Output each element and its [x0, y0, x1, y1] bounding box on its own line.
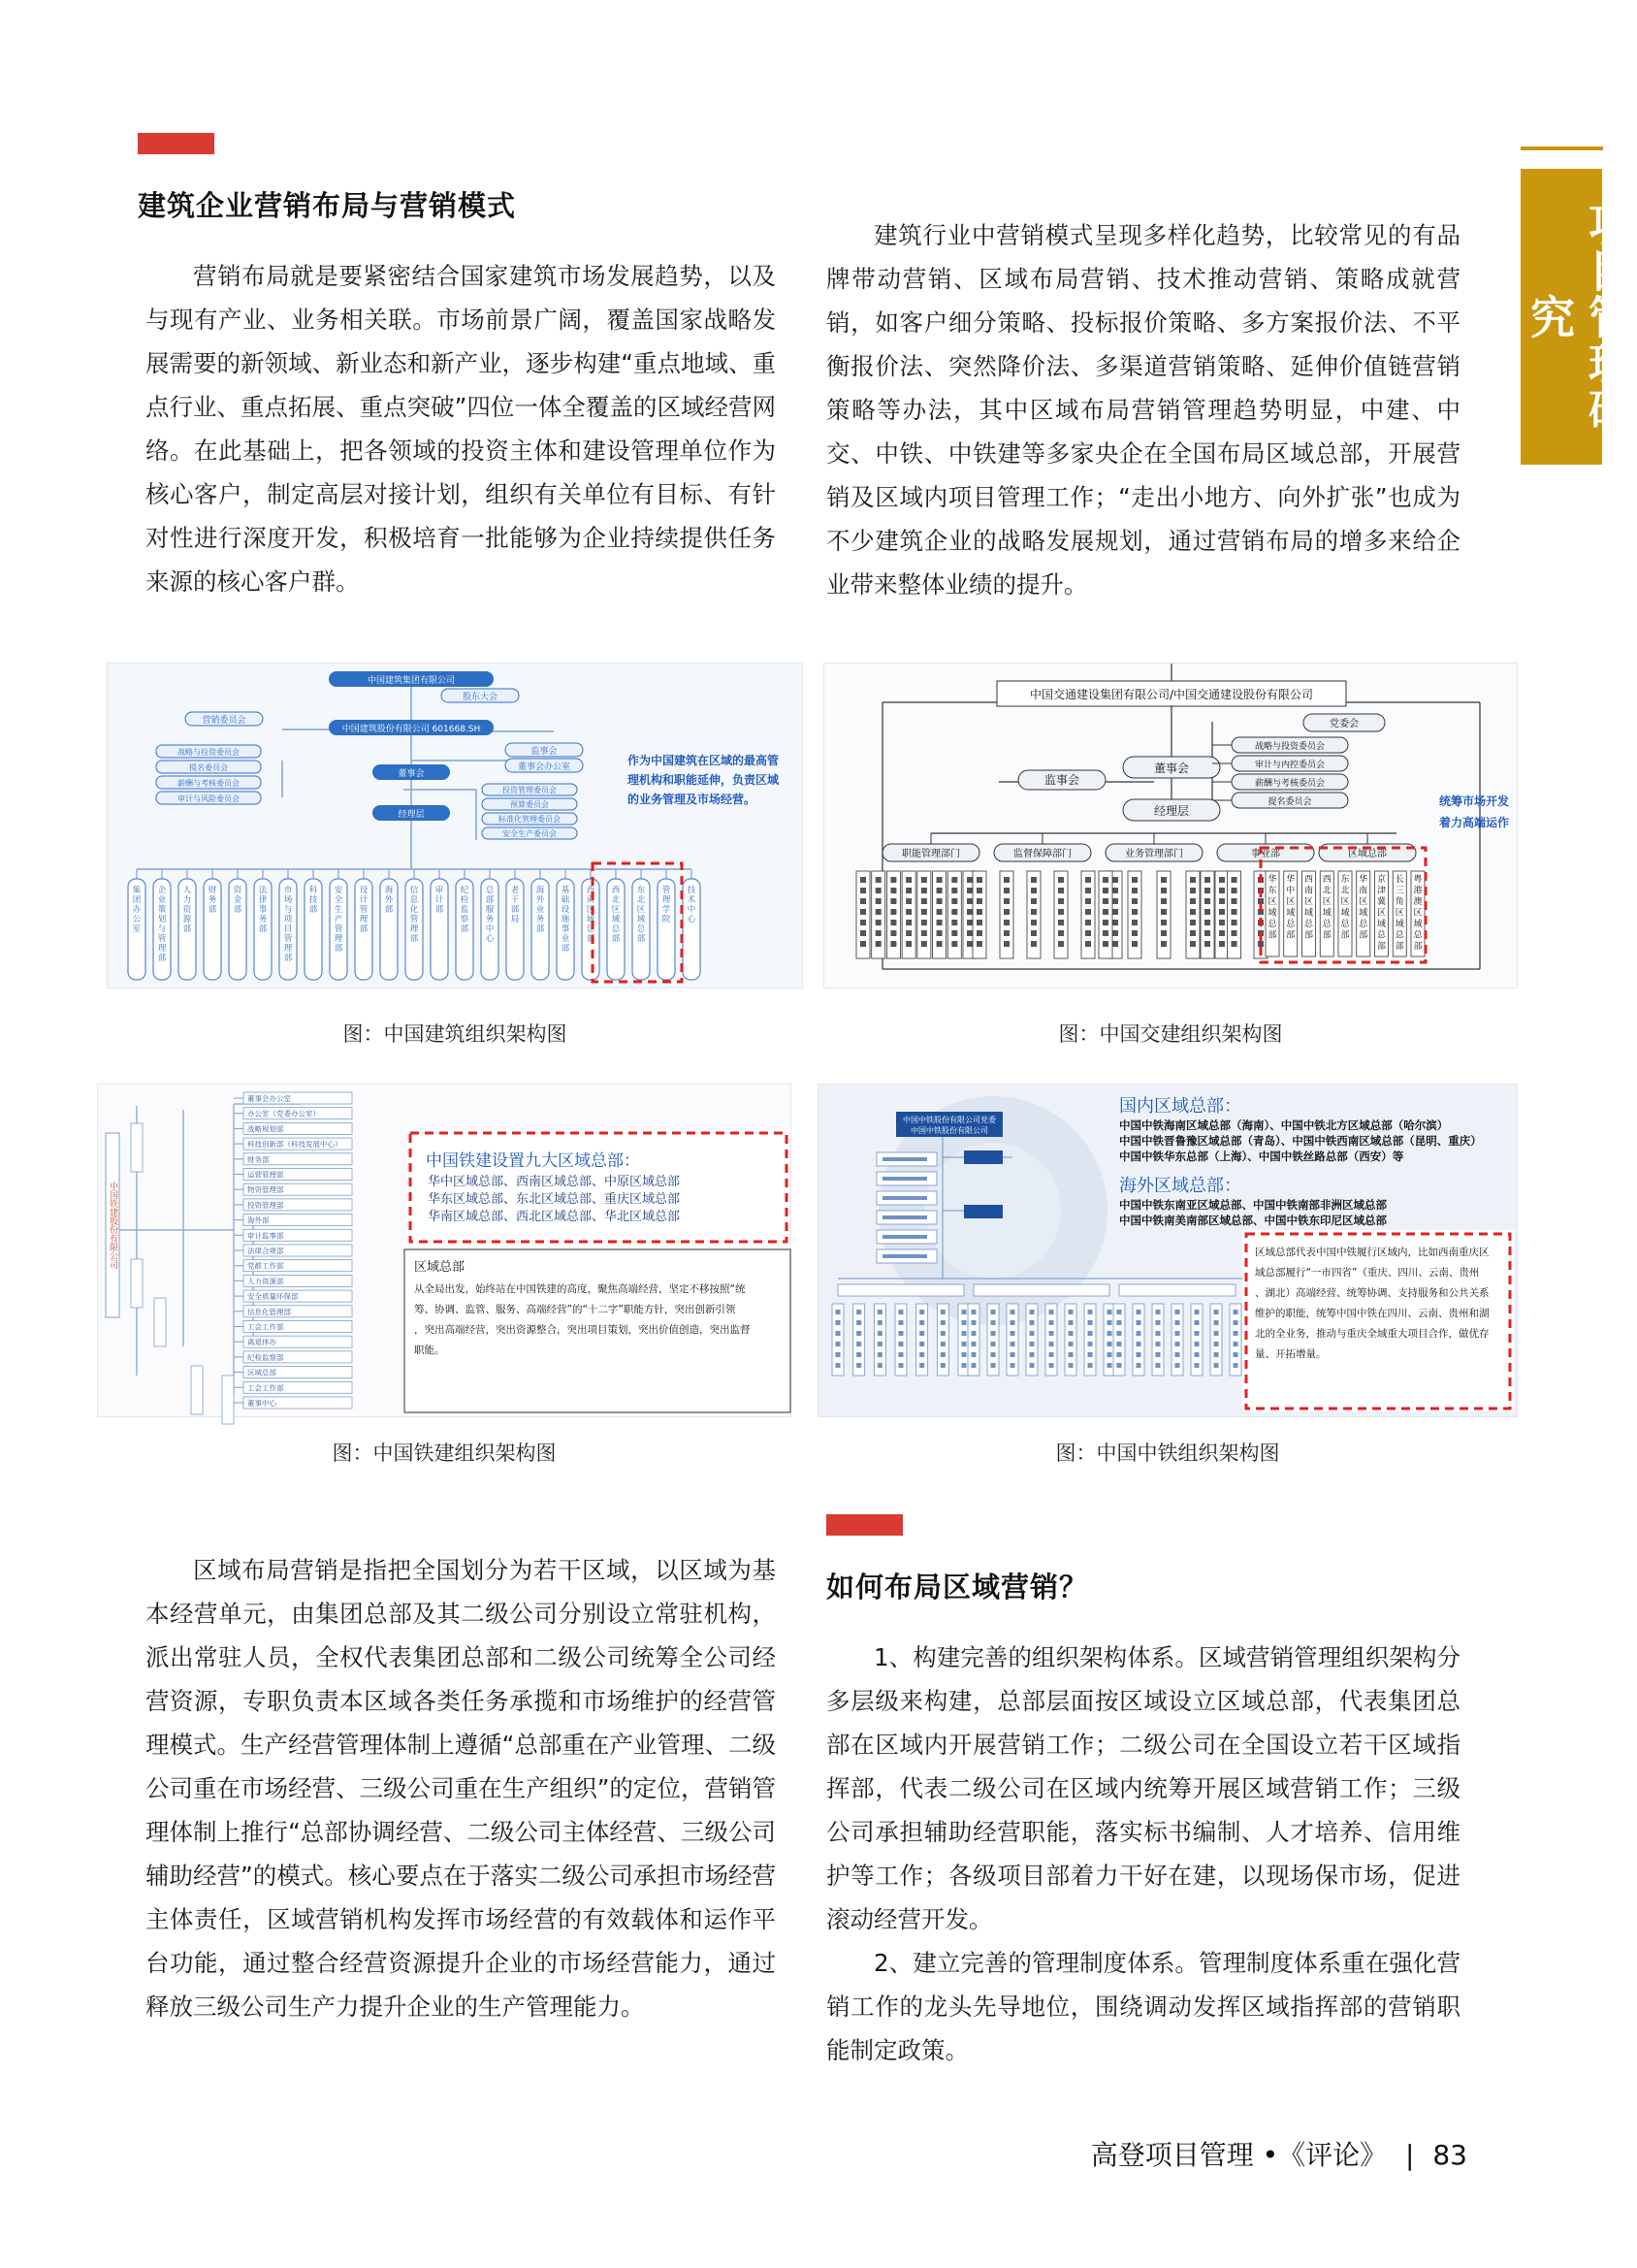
svg-text:区域总部代表中国中铁履行区域内，比如西南重庆区域总部履行“一: 区域总部代表中国中铁履行区域内，比如西南重庆区域总部履行“一市四省”（重庆、四川、云南、贵州、湖北）高端经营、统筹协调、支持服务和公共关系维护的职能，统筹中国中铁在四川、云南、贵州和湖北的全业务，推动与重庆全域重大项目合作，做优存量、开拓增量。: [1255, 1247, 1490, 1360]
section-title: 建筑企业营销布局与营销模式: [138, 189, 517, 222]
fig2-region: 华东区域总部: [1268, 875, 1277, 941]
fig3-dept: 工会工作部: [247, 1322, 284, 1332]
fig1-manager: 经理层: [398, 810, 425, 820]
fig3-dept: 安全质量环保部: [247, 1292, 299, 1302]
left-column-intro: [145, 254, 776, 603]
fig1-left-box: 提名委员会: [189, 763, 228, 772]
fig1-dept: 西南区域总部: [586, 886, 595, 944]
fig1-dept: 纪检监察部: [460, 886, 469, 934]
svg-text:统筹市场开发 着力高端运作: 统筹市场开发 着力高端运作: [1439, 794, 1510, 829]
fig1-dept: 管理学院: [661, 886, 671, 924]
fig1-right-box: 投资管理委员会: [502, 786, 557, 794]
fig1-dept: 设计管理部: [359, 886, 369, 934]
fig3-dept: 人力资源部: [247, 1277, 284, 1286]
fig1-dept: 安全生产管理部: [334, 886, 343, 954]
fig1-office: 董事会办公室: [517, 762, 571, 772]
fig1-dept: 西北区域总部: [611, 886, 621, 944]
fig1-dept: 总部服务中心: [485, 886, 495, 944]
fig3-dept: 法律合规部: [247, 1247, 284, 1255]
fig2-root: 中国交通建设集团有限公司/中国交通建设股份有限公司: [1029, 688, 1314, 701]
footer-separator: |: [1405, 2139, 1415, 2171]
fig2-group: 监督保障部门: [1013, 849, 1072, 859]
fig3-hq-title: 区域总部: [414, 1260, 465, 1275]
fig1-dept: 资金部: [233, 886, 242, 915]
fig1-dept: 技术中心: [687, 886, 696, 924]
paragraph: 营销布局就是要紧密结合国家建筑市场发展趋势，以及与现有产业、业务相关联。市场前景广阔，覆盖国家战略发展需要的新领域、新业态和新产业，逐步构建“重点地域、重点行业、重点拓展、重点突破”四位一体全覆盖的区域经营网络。在此基础上，把各领域的投资主体和建设管理单位作为核心客户，制定高层对接计划，组织有关单位有目标、有针对性进行深度开发，积极培育一批能够为企业持续提供任务来源的核心客户群。: [145, 262, 776, 596]
fig2-region: 华中区域总部: [1286, 875, 1296, 941]
side-tab: [1521, 169, 1634, 465]
svg-text:中国中铁东南亚区域总部、中国中铁南部非洲区域总部: 中国中铁东南亚区域总部、中国中铁南部非洲区域总部 中国中铁南美南部区域总部、中国中铁东印尼区域总部: [1119, 1198, 1387, 1227]
footer-publication: 高登项目管理 •《评论》: [1090, 2139, 1388, 2171]
fig1-dept: 市场与项目管理部: [283, 886, 293, 963]
fig1-right-box: 标准化管理委员会: [498, 815, 561, 824]
fig3-left-label: 中国铁建股份有限公司: [108, 1182, 117, 1269]
svg-text:中国中铁股份有限公司党委中国中铁股份有限公司: 中国中铁股份有限公司党委中国中铁股份有限公司: [903, 1116, 996, 1135]
page-number: 83: [1432, 2139, 1467, 2171]
fig2-group: 事业部: [1251, 849, 1280, 859]
paragraph: 1、构建完善的组织架构体系。区域营销管理组织架构分多层级来构建，总部层面按区域设立区域总部，代表集团总部在区域内开展营销工作；二级公司在全国设立若干区域指挥部，代表二级公司在区域内统筹开展区域营销工作；三级公司承担辅助经营职能，落实标书编制、人才培养、信用维护等工作；各级项目部着力干好在建，以现场保市场，促进滚动经营开发。: [826, 1643, 1460, 1933]
figure-caption: 图：中国铁建组织架构图: [332, 1442, 557, 1465]
fig1-dept: 老干部局: [510, 886, 520, 924]
fig2-manager: 经理层: [1153, 804, 1190, 818]
fig2-group: 业务管理部门: [1125, 849, 1183, 859]
fig3-dept: 运营管理部: [247, 1170, 284, 1180]
fig3-dept: 董事会办公室: [247, 1094, 291, 1103]
fig1-dept: 企业策划与管理部: [157, 886, 167, 963]
fig2-region: 西南区域总部: [1303, 875, 1314, 941]
svg-text:华中区域总部、西南区域总部、中原区域总部 华东区: 华中区域总部、西南区域总部、中原区域总部 华东区域总部、东北区域总部、重庆区域总部 华南区域总部、西北区域总部、华北区域总部: [428, 1175, 681, 1224]
fig1-root: 中国建筑集团有限公司: [367, 676, 456, 686]
fig2-region: 西北区域总部: [1322, 875, 1332, 941]
fig1-dept: 财务部: [208, 886, 217, 915]
fig2-board: 董事会: [1153, 761, 1190, 775]
fig1-dept: 海外部: [384, 886, 394, 915]
fig3-dept: 物资管理部: [247, 1185, 284, 1195]
fig3-dept: 办公室（党委办公室）: [247, 1109, 320, 1118]
fig3-dept: 董事中心: [247, 1399, 276, 1408]
section-title-2: 如何布局区域营销？: [826, 1571, 1089, 1604]
fig2-group: 职能管理部门: [902, 849, 960, 859]
fig1-dept: 审计部: [434, 886, 444, 915]
figure-caption: 图：中国建筑组织架构图: [342, 1022, 567, 1046]
fig3-dept: 区域总部: [247, 1368, 276, 1377]
left-column-regional: [145, 1548, 776, 2028]
section-accent-bar: [138, 133, 214, 154]
svg-text:中国中铁海南区域总部（海南）、中国中铁北方区域总部（哈尔滨）: 中国中铁海南区域总部（海南）、中国中铁北方区域总部（哈尔滨） 中国中铁晋鲁豫区域总部（青岛）、中国中铁西南区域总部（昆明、重庆） 中国中铁华东总部（上海）、中国中铁丝路总部（西安）等: [1119, 1118, 1482, 1163]
figure-caption: 图：中国中铁组织架构图: [1055, 1442, 1280, 1465]
fig4-overseas-title: 海外区域总部：: [1119, 1176, 1241, 1196]
fig2-committee: 薪酬与考核委员会: [1254, 779, 1326, 789]
fig1-dept: 东北区域总部: [636, 886, 646, 944]
svg-text:从全局出发，始终站在中国铁建的高度，聚焦高端经营，坚定不移按: 从全局出发，始终站在中国铁建的高度，聚焦高端经营，坚定不移按照“统筹、协调、监管、服务、高端经营”的“十二字”职能方针，突出创新引领，突出高端经营，突出资源整合，突出项目策划，突出价值创造，突出监督职能。: [414, 1283, 751, 1356]
fig1-company: 中国建筑股份有限公司 601668.SH: [341, 725, 481, 734]
fig3-dept: 战略规划部: [247, 1124, 284, 1134]
fig1-dept: 基础设施事业部: [561, 886, 570, 954]
figure-caption: 图：中国交建组织架构图: [1058, 1022, 1283, 1046]
figure-crcc-org-chart: [97, 1084, 791, 1417]
fig1-dept: 集团办公室: [132, 886, 142, 934]
figure-cscec-org-chart: [107, 663, 803, 988]
fig1-right-box: 安全生产委员会: [502, 829, 557, 838]
fig1-dept: 人力资源部: [182, 886, 192, 934]
fig2-committee: 提名委员会: [1268, 797, 1312, 807]
fig4-domestic-title: 国内区域总部：: [1119, 1096, 1241, 1117]
fig2-region: 东北区域总部: [1340, 875, 1350, 941]
fig3-dept: 工会工作部: [247, 1383, 284, 1393]
fig2-group: 区域总部: [1348, 849, 1387, 859]
fig1-shareholders: 股东大会: [462, 693, 498, 702]
fig2-party: 党委会: [1330, 719, 1359, 729]
fig1-dept: 海外业务部: [535, 886, 545, 934]
fig1-left-box: 薪酬与考核委员会: [177, 779, 240, 788]
paragraph: 区域布局营销是指把全国划分为若干区域，以区域为基本经营单元，由集团总部及其二级公司分别设立常驻机构，派出常驻人员，全权代表集团总部和二级公司统筹全公司经营资源，专职负责本区域各类任务承揽和市场维护的经营管理模式。生产经营管理体制上遵循“总部重在产业管理、二级公司重在市场经营、三级公司重在生产组织”的定位，营销管理体制上推行“总部协调经营、二级公司主体经营、三级公司辅助经营”的模式。核心要点在于落实二级公司承担市场经营主体责任，区域营销机构发挥市场经营的有效载体和运作平台功能，通过整合经营资源提升企业的市场经营能力，通过释放三级公司生产力提升企业的生产管理能力。: [145, 1556, 776, 2021]
fig3-dept: 投资管理部: [247, 1200, 284, 1210]
fig3-dept: 审计监事部: [247, 1231, 284, 1241]
fig1-dept: 法律事务部: [258, 886, 268, 934]
fig1-party: 营销委员会: [202, 716, 246, 726]
fig2-region: 京津冀区域总部: [1376, 875, 1387, 952]
fig1-board: 董事会: [398, 769, 425, 779]
section-accent-bar-2: [826, 1514, 903, 1536]
fig1-dept: 信息化管理部: [409, 886, 419, 944]
fig3-dept: 离退休办: [247, 1338, 276, 1347]
fig3-dept: 党群工作部: [247, 1261, 284, 1271]
paragraph: 建筑行业中营销模式呈现多样化趋势，比较常见的有品牌带动营销、区域布局营销、技术推动营销、策略成就营销，如客户细分策略、投标报价策略、多方案报价法、不平衡报价法、突然降价法、多渠道营销策略、延伸价值链营销策略等办法，其中区域布局营销管理趋势明显，中建、中交、中铁、中铁建等多家央企在全国布局区域总部，开展营销及区域内项目管理工作；“走出小地方、向外扩张”也成为不少建筑企业的战略发展规划，通过营销布局的增多来给企业带来整体业绩的提升。: [826, 221, 1460, 599]
fig3-dept: 财务部: [247, 1154, 270, 1164]
figure-ccccltd-org-chart: [823, 663, 1518, 988]
fig2-supervisory: 监事会: [1043, 773, 1080, 787]
fig1-supervisory: 监事会: [530, 747, 558, 757]
fig3-dept: 科技创新部（科技发展中心）: [247, 1140, 342, 1150]
page-footer: [1091, 2134, 1467, 2173]
fig3-headline: 中国铁建设置九大区域总部：: [426, 1151, 640, 1171]
fig2-committee: 战略与投资委员会: [1254, 742, 1326, 752]
fig2-region: 华南区域总部: [1359, 875, 1368, 941]
fig3-dept: 海外部: [247, 1215, 270, 1225]
fig2-region: 长三角区域总部: [1395, 875, 1404, 952]
fig3-dept: 信息化管理部: [247, 1307, 291, 1316]
paragraph: 2、建立完善的管理制度体系。管理制度体系重在强化营销工作的龙头先导地位，围绕调动发挥区域指挥部的营销职能制定政策。: [826, 1949, 1460, 2064]
fig1-right-box: 预算委员会: [510, 800, 549, 809]
side-tab-label: 项目管理研究: [1524, 200, 1634, 434]
figure-crec-org-chart: [818, 1084, 1518, 1417]
fig1-left-box: 战略与投资委员会: [177, 748, 240, 757]
right-column-howto: [826, 1636, 1460, 2072]
fig1-dept: 科技部: [308, 886, 318, 915]
fig2-region: 粤港澳区域总部: [1413, 875, 1423, 952]
fig1-left-box: 审计与风险委员会: [177, 794, 240, 803]
side-tab-rule: [1521, 146, 1603, 150]
fig2-committee: 审计与内控委员会: [1254, 761, 1326, 770]
fig3-dept: 纪检监察部: [247, 1352, 284, 1362]
right-column-intro: [826, 213, 1460, 606]
svg-text:作为中国建筑在区域的最高管 理机构和职能延伸，负: 作为中国建筑在区域的最高管 理机构和职能延伸，负责区域 的业务管理及市场经营。: [627, 754, 780, 806]
